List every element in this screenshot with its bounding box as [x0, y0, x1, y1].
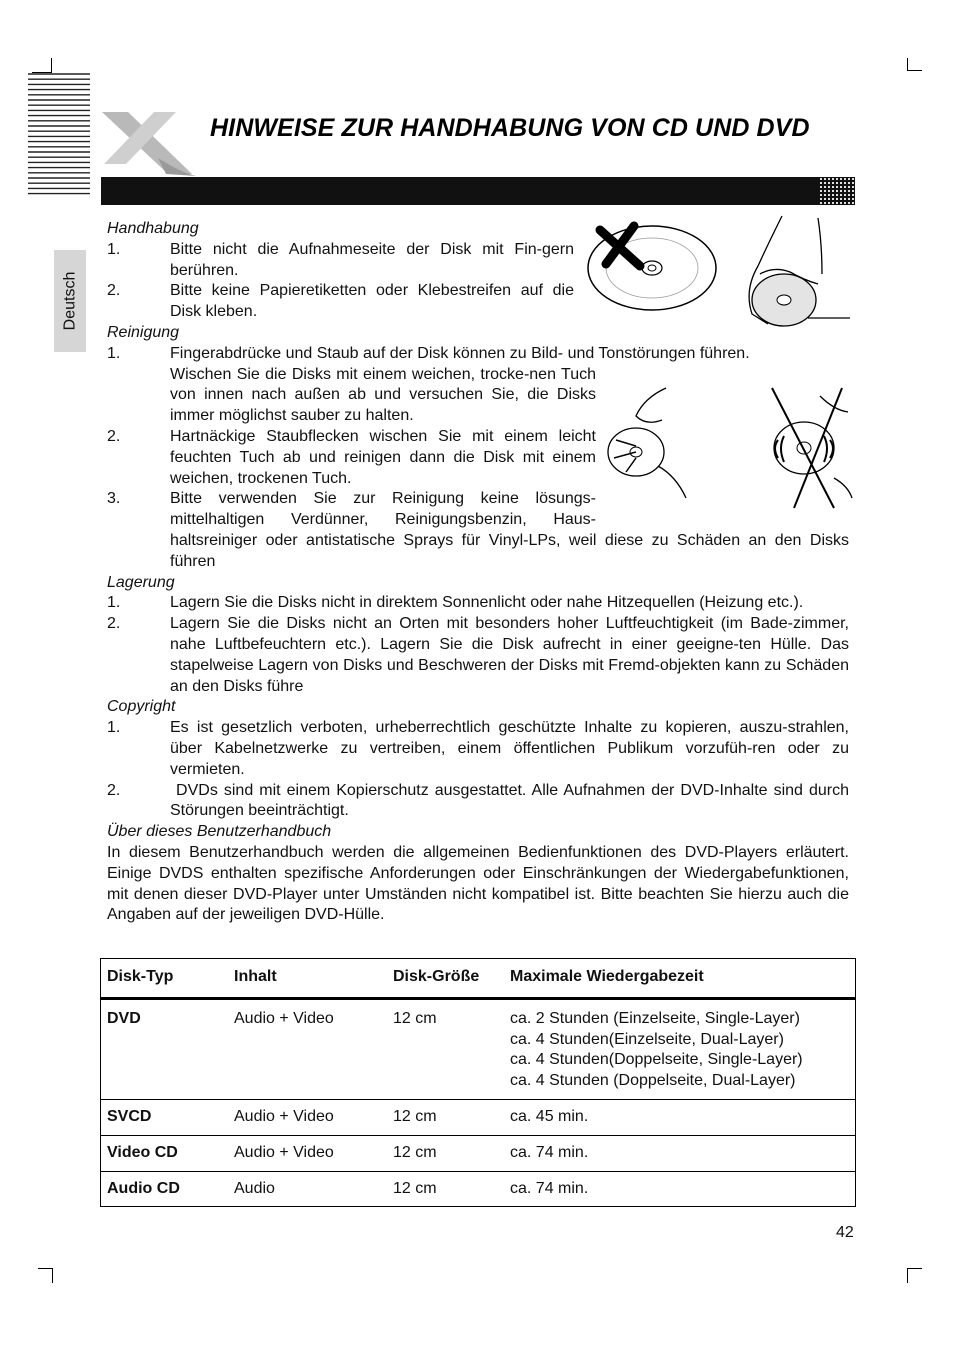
table-header-row	[101, 959, 856, 999]
list-item	[107, 344, 849, 427]
list-text-body: Bitte verwenden Sie zur Reinigung keine lösungs-mittelhaltigen Verdünner, Reinigungsbenzin, Haus-haltsreiniger oder antistatische Sprays für Vinyl-LPs, weil diese zu Schäden an den Disks führen	[170, 490, 849, 570]
cell-wiedergabezeit: ca. 74 min.	[510, 1143, 589, 1161]
language-tab	[54, 250, 86, 352]
list-text: Hartnäckige Staubflecken wischen Sie mit einem leicht feuchten Tuch ab und reinigen dann die Disk mit einem weichen, trockenen Tuch.	[170, 427, 596, 487]
title-bar-dot-pattern	[819, 177, 855, 205]
list-item	[107, 427, 596, 489]
time-line: ca. 4 Stunden(Doppelseite, Single-Layer)	[510, 1051, 803, 1069]
cell-inhalt: Audio + Video	[234, 1143, 334, 1161]
column-header-disk-typ: Disk-Typ	[101, 959, 229, 999]
list-text: Bitte nicht die Aufnahmeseite der Disk mit Fin-gern berühren.	[170, 240, 574, 279]
cell-disk-typ: Video CD	[107, 1143, 178, 1161]
language-tab-label: Deutsch	[61, 271, 79, 331]
list-text: Bitte keine Papieretiketten oder Klebestreifen auf die Disk kleben.	[170, 282, 574, 321]
column-header-disk-groesse: Disk-Größe	[387, 959, 504, 999]
time-line: ca. 2 Stunden (Einzelseite, Single-Layer)	[510, 1009, 800, 1027]
disc-type-table	[100, 958, 856, 1207]
time-line: ca. 4 Stunden(Einzelseite, Dual-Layer)	[510, 1030, 784, 1048]
crop-mark-top-right	[907, 58, 922, 71]
list-text-rest: Wischen Sie die Disks mit einem weichen, trocke-nen Tuch von innen nach außen ab und versuchen Sie, die Disks immer möglichst sauber zu halten.	[170, 365, 596, 425]
cell-disk-groesse: 12 cm	[393, 1143, 437, 1161]
cell-wiedergabezeit	[504, 998, 856, 1099]
table-row	[101, 1135, 856, 1171]
list-number: 2.	[107, 282, 121, 300]
list-text: Lagern Sie die Disks nicht an Orten mit besonders hoher Luftfeuchtigkeit (im Bade-zimmer, nahe Luftbefeuchtern etc.). Lagern Sie die Disk aufrecht in einer geeigne-ten Hülle. Das stapelweise Lagern von Disks und Beschweren der Disks mit Fremd-objekten kann zu Schäden an den Disks führe	[170, 615, 849, 695]
section-heading-lagerung: Lagerung	[107, 573, 175, 591]
page-title: HINWEISE ZUR HANDHABUNG VON CD UND DVD	[210, 114, 810, 142]
section-heading-reinigung: Reinigung	[107, 323, 180, 341]
list-text-wrap	[170, 489, 849, 572]
list-number: 2.	[107, 615, 121, 633]
crop-mark-top-left	[32, 58, 52, 73]
list-text-lead: Fingerabdrücke und Staub auf der Disk können zu Bild- und Tonstörungen führen.	[170, 344, 750, 362]
list-text	[170, 489, 849, 572]
cell-disk-typ: SVCD	[107, 1107, 152, 1125]
list-item	[107, 781, 854, 823]
list-item	[107, 593, 849, 614]
list-number: 2.	[107, 427, 121, 445]
section-heading-handbuch: Über dieses Benutzerhandbuch	[107, 823, 332, 841]
main-content	[107, 219, 854, 926]
decorative-stripes	[28, 72, 90, 198]
table-row	[101, 998, 856, 1099]
list-number: 1.	[107, 344, 121, 362]
list-number: 1.	[107, 240, 121, 258]
time-line: ca. 4 Stunden (Doppelseite, Dual-Layer)	[510, 1072, 796, 1090]
crop-mark-bottom-right	[907, 1268, 922, 1283]
page-number: 42	[836, 1224, 854, 1241]
table-row	[101, 1099, 856, 1135]
section-heading-handhabung: Handhabung	[107, 220, 199, 237]
list-text	[170, 344, 849, 427]
list-item	[107, 614, 849, 697]
list-item	[107, 281, 574, 323]
crop-mark-bottom-left	[38, 1268, 53, 1283]
list-number: 1.	[107, 594, 121, 612]
list-text: Es ist gesetzlich verboten, urheberrechtlich geschützte Inhalte zu kopieren, auszu-strahlen, über Kabelnetzwerke zu vertreiben, einem öffentlichen Publikum vorzufüh-ren oder zu vermieten.	[170, 719, 849, 778]
list-item	[107, 718, 849, 780]
list-number: 2.	[107, 781, 121, 799]
handbuch-paragraph: In diesem Benutzerhandbuch werden die allgemeinen Bedienfunktionen des DVD-Players erläutert. Einige DVDS enthalten spezifische Anforderungen oder Einschränkungen der Wiedergabefunktionen, mit denen dieser DVD-Player unter Umständen nicht kompatibel ist. Bitte beachten Sie hierzu auch die Angaben auf der jeweiligen DVD-Hülle.	[107, 843, 849, 924]
cell-disk-groesse: 12 cm	[393, 1179, 437, 1197]
cell-disk-typ: DVD	[107, 1009, 141, 1027]
title-bar	[101, 177, 855, 205]
cell-disk-groesse: 12 cm	[393, 1009, 437, 1027]
cell-wiedergabezeit: ca. 45 min.	[510, 1107, 589, 1125]
cell-disk-typ: Audio CD	[107, 1179, 180, 1197]
column-header-inhalt: Inhalt	[228, 959, 387, 999]
list-number: 1.	[107, 719, 121, 737]
table-row	[101, 1171, 856, 1207]
section-heading-copyright: Copyright	[107, 698, 176, 716]
cell-inhalt: Audio	[234, 1179, 275, 1197]
list-item	[107, 240, 574, 282]
xoro-x-logo-icon	[96, 108, 196, 178]
list-number: 3.	[107, 490, 121, 508]
cell-disk-groesse: 12 cm	[393, 1107, 437, 1125]
list-text: DVDs sind mit einem Kopierschutz ausgestattet. Alle Aufnahmen der DVD-Inhalte sind durch Störungen beeinträchtigt.	[170, 781, 854, 820]
list-item	[107, 489, 849, 572]
cell-inhalt: Audio + Video	[234, 1107, 334, 1125]
column-header-wiedergabezeit: Maximale Wiedergabezeit	[504, 959, 856, 999]
cell-wiedergabezeit: ca. 74 min.	[510, 1179, 589, 1197]
cell-inhalt: Audio + Video	[234, 1009, 334, 1027]
list-text: Lagern Sie die Disks nicht in direktem Sonnenlicht oder nahe Hitzequellen (Heizung etc.).	[170, 594, 804, 612]
